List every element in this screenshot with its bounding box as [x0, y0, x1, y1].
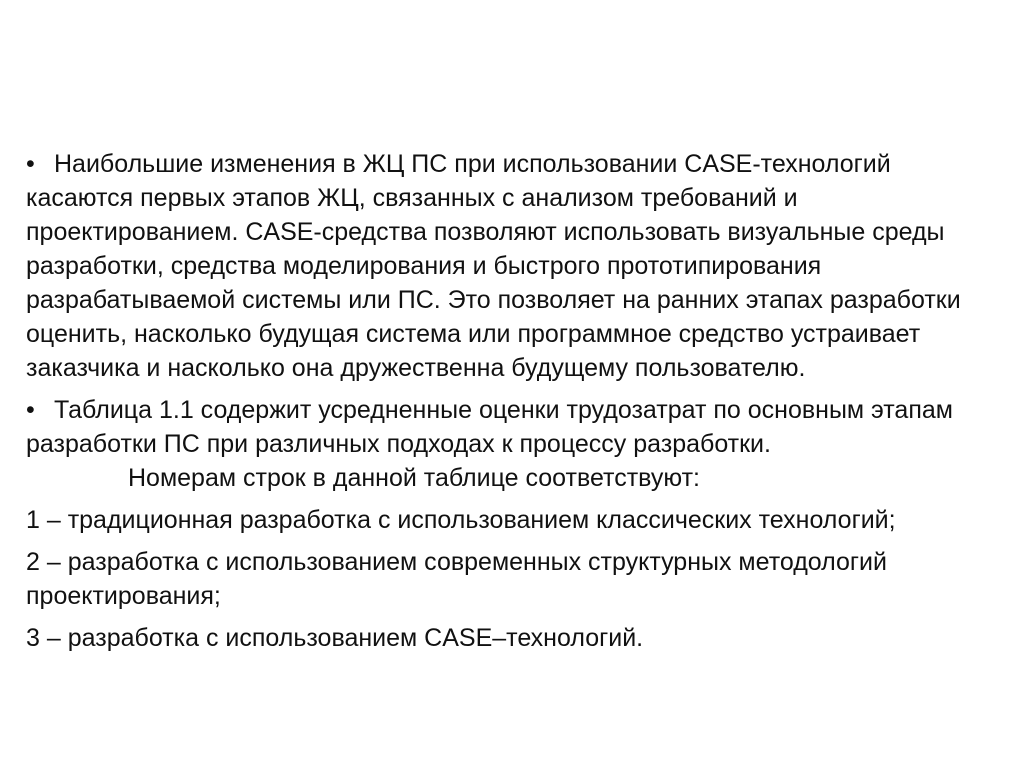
list-item-1: 1 – традиционная разработка с использованием классических технологий; [26, 506, 896, 534]
bullet-mark: • [26, 396, 35, 424]
bullet-paragraph-table-1-1 [26, 393, 996, 495]
bullet-paragraph-case-changes [26, 147, 996, 385]
bullet-text: Наибольшие изменения в ЖЦ ПС при использовании CASE-технологий касаются первых этапов ЖЦ, связанных с анализом требований и проектированием. CASE-средства позволяют использовать визуальные среды разработки, средства моделирования и быстрого прототипирования разрабатываемой системы или ПС. Это позволяет на ранних этапах разработки оценить, насколько будущая система или программное средство устраивает заказчика и насколько она дружественна будущему пользователю. [26, 150, 961, 382]
list-item-2: 2 – разработка с использованием современных структурных методологий проектирования; [26, 548, 887, 610]
bullet-continuation: Номерам строк в данной таблице соответствуют: [128, 464, 700, 492]
bullet-text: Таблица 1.1 содержит усредненные оценки трудозатрат по основным этапам разработки ПС при различных подходах к процессу разработки. [26, 396, 953, 458]
list-item-3: 3 – разработка с использованием CASE–технологий. [26, 624, 644, 652]
slide-body [26, 147, 996, 655]
bullet-mark: • [26, 150, 35, 178]
